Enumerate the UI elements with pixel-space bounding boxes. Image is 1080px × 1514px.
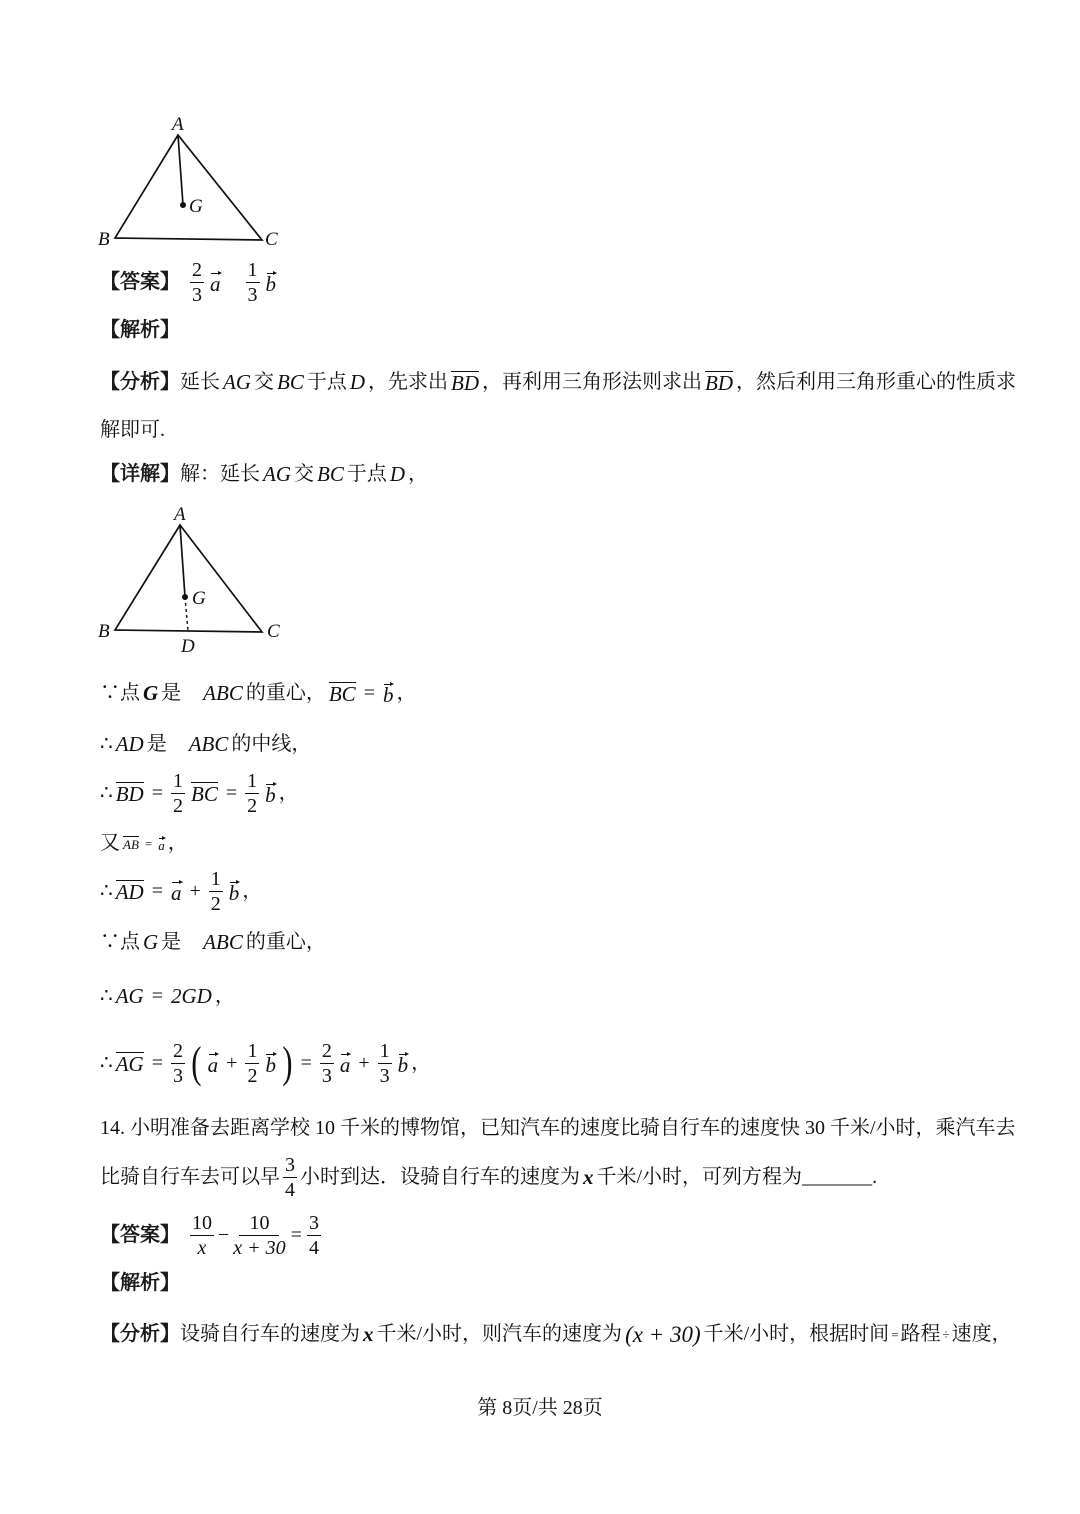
equals: = [225, 782, 238, 804]
text: 路程 [900, 1323, 941, 1345]
text: 小时到达．设骑自行车的速度为 [300, 1166, 580, 1188]
equals: = [151, 880, 164, 902]
text: ， [278, 782, 299, 804]
equals: = [363, 682, 375, 704]
numerator: 1 [247, 258, 258, 281]
math-x: x [363, 1321, 374, 1346]
equals: = [151, 1052, 164, 1074]
denominator: x [197, 1236, 207, 1259]
vector-bc: BC [191, 781, 218, 806]
step-7 [100, 976, 235, 1016]
step-2 [100, 724, 311, 764]
question-14-line-1 [100, 1108, 1016, 1148]
text: 交 [254, 371, 274, 393]
segment-ag [178, 135, 183, 205]
segment-gd-dashed [185, 597, 188, 631]
therefore: ∴ [100, 1052, 113, 1074]
text: ，再利用三角形法则求出 [482, 371, 703, 393]
numerator: 2 [192, 258, 202, 281]
denominator: x + 30 [233, 1236, 286, 1259]
text: ，然后利用三角形重心的性质求 [736, 371, 1017, 393]
minus: − [218, 1224, 230, 1246]
step-1 [100, 673, 416, 713]
vector-b: b [265, 1052, 276, 1077]
fenxi-line-2 [100, 1314, 1012, 1354]
step-6 [100, 922, 326, 962]
text: 于点 [346, 463, 387, 485]
answer-line-14 [100, 1208, 324, 1262]
text: 的中线， [231, 733, 312, 755]
label-g: G [189, 196, 203, 217]
numerator: 3 [308, 1211, 319, 1234]
math-g: G [143, 929, 159, 954]
answer-line-1 [100, 258, 279, 306]
numerator: 1 [210, 867, 221, 890]
vector-b: b [382, 682, 394, 707]
denominator: 3 [173, 1064, 184, 1087]
label-b: B [98, 621, 110, 642]
step-3 [100, 768, 299, 818]
vector-a: a [158, 835, 165, 852]
vector-ab: AB [123, 836, 139, 852]
plus: + [358, 1052, 370, 1074]
label-g: G [192, 588, 206, 609]
fraction [246, 260, 260, 305]
text: 千米/小时，可列方程为 [596, 1166, 803, 1188]
fraction [378, 1041, 392, 1086]
triangle-figure-1 [95, 108, 295, 253]
fenxi-line-1 [100, 362, 1016, 402]
equals: = [290, 1224, 302, 1246]
math-g: G [143, 680, 159, 705]
therefore: ∴ [100, 985, 113, 1007]
math-ag: AG [263, 461, 291, 486]
denominator: 3 [379, 1064, 390, 1087]
denominator: 3 [321, 1064, 332, 1087]
text: ∵点 [100, 682, 140, 704]
fraction [245, 771, 259, 816]
numerator: 3 [285, 1153, 295, 1176]
text: 千米/小时，则汽车的速度为 [376, 1323, 623, 1345]
fenxi-tag: 【分析】 [100, 371, 180, 393]
answer-blank: _______ [802, 1166, 873, 1188]
text: 解：延长 [180, 463, 260, 485]
fenxi-tag: 【分析】 [100, 1323, 180, 1345]
xiangjie-tag: 【详解】 [100, 463, 180, 485]
denominator: 4 [308, 1236, 319, 1259]
text: ， [242, 880, 263, 902]
numerator: 1 [379, 1039, 390, 1062]
numerator: 10 [239, 1213, 279, 1236]
vector-bd: BD [705, 370, 734, 395]
step-8 [100, 1036, 431, 1090]
fraction [233, 1213, 285, 1258]
text: 比骑自行车去可以早 [100, 1166, 280, 1188]
numerator: 2 [321, 1039, 332, 1062]
text: 延长 [180, 371, 220, 393]
point-g [180, 202, 186, 208]
text: 设骑自行车的速度为 [180, 1323, 360, 1345]
text: ， [408, 463, 429, 485]
vector-b: b [265, 782, 276, 807]
math-d: D [389, 461, 406, 486]
math-bc: BC [277, 369, 304, 394]
numerator: 1 [173, 769, 184, 792]
fraction [171, 771, 185, 816]
equals: = [891, 1326, 899, 1342]
text: 千米/小时，根据时间 [703, 1323, 890, 1345]
fraction [320, 1041, 334, 1086]
label-c: C [267, 621, 280, 642]
left-paren: ( [191, 1038, 202, 1087]
math-ag: AG [115, 983, 144, 1008]
numerator: 2 [173, 1039, 184, 1062]
equals: = [300, 1052, 312, 1074]
text: ∵点 [100, 931, 140, 953]
fenxi-line-1b [100, 410, 165, 450]
denominator: 2 [247, 1064, 258, 1087]
text: ， [396, 682, 417, 704]
vector-bc: BC [328, 681, 356, 706]
divide: ÷ [942, 1326, 950, 1342]
analysis-heading-1 [100, 310, 180, 350]
analysis-tag: 【解析】 [100, 319, 180, 341]
vector-b: b [228, 880, 240, 905]
right-paren: ) [282, 1038, 293, 1087]
label-a: A [174, 504, 186, 525]
math-ad: AD [115, 731, 144, 756]
text: 解即可. [100, 419, 165, 441]
text: 于点 [306, 371, 347, 393]
denominator: 3 [247, 283, 258, 306]
math-abc: ABC [188, 731, 229, 756]
text: ，先求出 [368, 371, 449, 393]
fraction [307, 1213, 321, 1258]
label-d: D [181, 636, 195, 657]
page-footer: 第 8页/共 28页 [477, 1397, 603, 1419]
denominator: 2 [173, 794, 184, 817]
step-4 [100, 823, 188, 863]
step-5 [100, 866, 262, 916]
numerator: 1 [247, 769, 258, 792]
math-2gd: 2GD [171, 983, 212, 1008]
label-b: B [98, 229, 110, 250]
text: 是 [161, 682, 182, 704]
fraction [190, 260, 204, 305]
therefore: ∴ [100, 782, 113, 804]
answer-tag: 【答案】 [100, 271, 180, 293]
text: 交 [294, 463, 314, 485]
label-c: C [265, 229, 278, 250]
question-14-line-2 [100, 1152, 877, 1202]
math-abc: ABC [203, 929, 243, 954]
vector-bd: BD [115, 781, 144, 806]
question-text: 14. 小明准备去距离学校 10 千米的博物馆，已知汽车的速度比骑自行车的速度快 30 千米/小时，乘汽车去 [100, 1117, 1016, 1139]
plus: + [226, 1052, 238, 1074]
fraction [283, 1155, 297, 1200]
vector-ad: AD [115, 879, 144, 904]
plus: + [189, 880, 201, 902]
triangle-abc [115, 135, 262, 240]
analysis-heading-2 [100, 1263, 180, 1303]
point-g [182, 594, 188, 600]
math-x-plus-30: (x + 30) [625, 1321, 701, 1347]
vector-a: a [171, 880, 182, 905]
therefore: ∴ [100, 733, 113, 755]
math-d: D [349, 369, 366, 394]
denominator: 2 [210, 892, 221, 915]
vector-a: a [339, 1052, 351, 1077]
vector-b: b [265, 271, 276, 296]
equals: = [151, 782, 164, 804]
text: ， [214, 985, 235, 1007]
fraction [190, 1213, 214, 1258]
fraction [209, 869, 223, 914]
text: ， [411, 1052, 432, 1074]
answer-tag: 【答案】 [100, 1224, 180, 1246]
analysis-tag: 【解析】 [100, 1272, 180, 1294]
math-bc: BC [317, 461, 344, 486]
denominator: 2 [247, 794, 258, 817]
equals: = [144, 835, 153, 851]
text: 是 [161, 931, 182, 953]
label-a: A [172, 114, 184, 135]
equals: = [151, 985, 164, 1007]
vector-a: a [210, 271, 221, 296]
therefore: ∴ [100, 880, 113, 902]
vector-ag: AG [115, 1051, 144, 1076]
vector-a: a [207, 1052, 219, 1077]
math-x: x [583, 1164, 594, 1189]
fraction [171, 1041, 185, 1086]
numerator: 10 [192, 1211, 212, 1234]
triangle-figure-2 [95, 500, 305, 660]
math-ag: AG [223, 369, 251, 394]
math-abc: ABC [203, 680, 243, 705]
text: 又 [100, 832, 120, 854]
text: 是 [146, 733, 167, 755]
denominator: 3 [192, 283, 202, 306]
vector-b: b [397, 1052, 409, 1077]
vector-bd: BD [451, 370, 480, 395]
denominator: 4 [285, 1178, 295, 1201]
text: 速度， [951, 1323, 1012, 1345]
triangle-abc [115, 525, 262, 632]
fraction [245, 1041, 259, 1086]
text: . [872, 1166, 878, 1188]
segment-ag [180, 525, 185, 597]
text: 的重心， [245, 931, 326, 953]
xiangjie-line [100, 454, 428, 494]
text: 的重心， [245, 682, 326, 704]
text: ， [167, 832, 188, 854]
numerator: 1 [247, 1039, 258, 1062]
